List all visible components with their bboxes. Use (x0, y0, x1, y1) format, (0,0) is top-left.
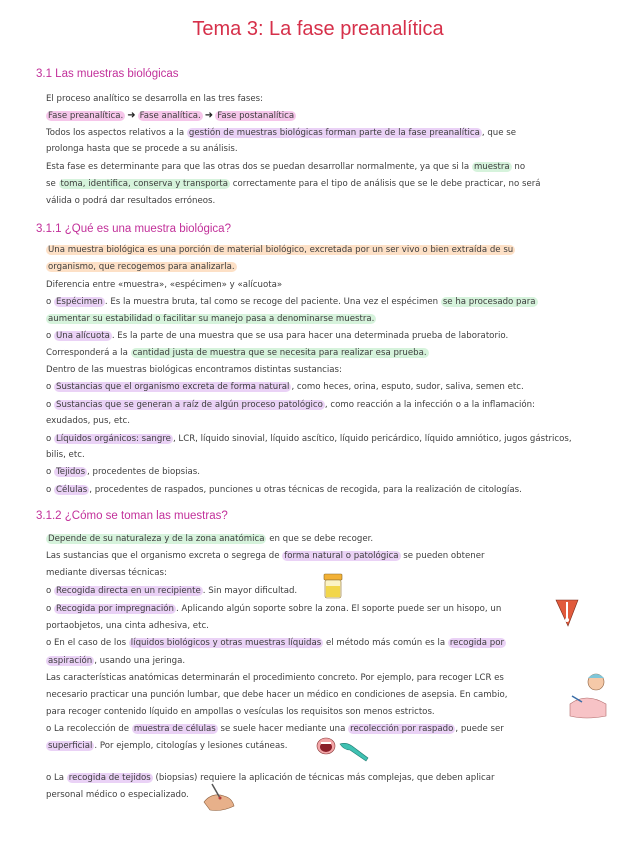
paragraph-line (46, 550, 606, 562)
text-span: . Es la muestra bruta, tal como se recoge del paciente. Una vez el espécimen (104, 297, 441, 307)
text-span: . Aplicando algún soporte sobre la zona. El soporte puede ser un hisopo, un (175, 604, 502, 614)
text-span: o La (46, 773, 67, 783)
paragraph-line: para recoger contenido líquido en ampollas o vesículas los requisitos son menos estrictos. (46, 707, 435, 717)
highlight: se ha procesado para (442, 297, 536, 307)
text-span: se suele hacer mediante una (217, 724, 349, 734)
paragraph-line (46, 313, 606, 325)
paragraph-line: exudados, pus, etc. (46, 416, 130, 426)
text-span: no (511, 162, 526, 172)
highlight: superficial (48, 741, 93, 751)
text-span: el método más común es la (323, 638, 448, 648)
paragraph-line: Las características anatómicas determinarán el procedimiento concreto. Por ejemplo, para recoger LCR es (46, 673, 504, 683)
text-span: se (46, 179, 59, 189)
highlight: recogida de tejidos (68, 773, 151, 783)
paragraph-line: mediante diversas técnicas: (46, 568, 167, 578)
bullet: o (46, 434, 54, 444)
list-item (46, 399, 606, 411)
mouth-icon (316, 736, 336, 756)
paragraph-line (46, 261, 606, 273)
tissue-biopsy-icon (202, 782, 236, 812)
text-span: en que se debe recoger. (266, 534, 374, 544)
list-item (46, 484, 606, 496)
text-span: Todos los aspectos relativos a la (46, 128, 187, 138)
list-item (46, 772, 606, 784)
paragraph-line: personal médico o especializado. (46, 790, 189, 800)
bullet: o (46, 400, 54, 410)
list-item (46, 433, 606, 445)
text-span: , puede ser (455, 724, 504, 734)
list-item (46, 637, 606, 649)
text-span: , usando una jeringa. (94, 656, 186, 666)
paragraph-line: válida o podrá dar resultados erróneos. (46, 196, 216, 206)
paragraph-line: Dentro de las muestras biológicas encontramos distintas sustancias: (46, 365, 342, 375)
paragraph-line (46, 161, 606, 173)
highlight: recogida por (449, 638, 504, 648)
text-span: . Por ejemplo, citologías y lesiones cutáneas. (94, 741, 288, 751)
highlight: Una muestra biológica es una porción de material biológico, excretada por un ser vivo o bien extraída de su (48, 245, 514, 255)
text-span: o En el caso de los (46, 638, 129, 648)
text-span: o La recolección de (46, 724, 132, 734)
text-span: Las sustancias que el organismo excreta o segrega de (46, 551, 283, 561)
bullet: o (46, 331, 54, 341)
highlight: Depende de su naturaleza y de la zona anatómica (48, 534, 265, 544)
text-span: Esta fase es determinante para que las otras dos se puedan desarrollar normalmente, ya que si la (46, 162, 472, 172)
list-item (46, 381, 606, 393)
text-span: (biopsias) requiere la aplicación de técnicas más complejas, que deben aplicar (152, 773, 495, 783)
phase-preanalytic: Fase preanalítica. (48, 111, 124, 121)
paragraph-line (46, 178, 606, 190)
text-span: , procedentes de raspados, punciones u otras técnicas de recogida, para la realización de citologías. (89, 485, 522, 495)
bullet: o (46, 604, 54, 614)
highlight: gestión de muestras biológicas forman parte de la fase preanalítica (188, 128, 480, 138)
highlight: aspiración (48, 656, 93, 666)
page-title: Tema 3: La fase preanalítica (192, 18, 444, 40)
highlight: cantidad justa de muestra que se necesita para realizar esa prueba. (132, 348, 427, 358)
list-item (46, 466, 606, 478)
phase-postanalytic: Fase postanalítica (217, 111, 295, 121)
paragraph-line (46, 655, 606, 667)
text-span: , que se (481, 128, 517, 138)
bullet: o (46, 297, 54, 307)
text-span: , como heces, orina, esputo, sudor, saliva, semen etc. (291, 382, 524, 392)
list-item (46, 723, 606, 735)
specimen-cup-icon (322, 572, 344, 600)
highlight: organismo, que recogemos para analizarla. (48, 262, 235, 272)
bullet: o (46, 485, 54, 495)
section-heading-3-1-2: 3.1.2 ¿Cómo se toman las muestras? (36, 510, 228, 522)
paragraph-line (46, 127, 606, 139)
lumbar-puncture-icon (566, 670, 610, 720)
text-span: se pueden obtener (400, 551, 485, 561)
highlight: muestra de células (133, 724, 216, 734)
text-span: Corresponderá a la (46, 348, 131, 358)
text-span: correctamente para el tipo de análisis que se le debe practicar, no será (230, 179, 541, 189)
text-span: . Sin mayor dificultad. (202, 586, 298, 596)
highlight: Líquidos orgánicos: sangre (56, 434, 171, 444)
paragraph-line (46, 244, 606, 256)
highlight: Recogida por impregnación (56, 604, 174, 614)
phases-flow (46, 110, 606, 122)
highlight: Recogida directa en un recipiente (56, 586, 201, 596)
paragraph-line: necesario practicar una punción lumbar, que debe hacer un médico en condiciones de asepsia. En cambio, (46, 690, 508, 700)
bullet: o (46, 467, 54, 477)
highlight: líquidos biológicos y otras muestras líquidas (130, 638, 322, 648)
phase-analytic: Fase analítica. (139, 111, 201, 121)
highlight: Tejidos (56, 467, 86, 477)
list-item (46, 296, 606, 308)
text-span: , LCR, líquido sinovial, líquido ascítico, líquido pericárdico, líquido amniótico, jugos gástricos, (172, 434, 572, 444)
spatula-icon (338, 740, 370, 762)
highlight: aumentar su estabilidad o facilitar su manejo pasa a denominarse muestra. (48, 314, 375, 324)
bullet: o (46, 586, 54, 596)
highlight: recolección por raspado (350, 724, 454, 734)
list-item (46, 603, 606, 615)
text-span: . Es la parte de una muestra que se usa para hacer una determinada prueba de laboratorio. (111, 331, 509, 341)
paragraph-line: El proceso analítico se desarrolla en las tres fases: (46, 94, 264, 104)
list-item (46, 330, 606, 342)
highlight: muestra (473, 162, 510, 172)
highlight: toma, identifica, conserva y transporta (60, 179, 229, 189)
paragraph-line: prolonga hasta que se procede a su análisis. (46, 144, 238, 154)
paragraph-line: portaobjetos, una cinta adhesiva, etc. (46, 621, 209, 631)
paragraph-line: Diferencia entre «muestra», «espécimen» y «alícuota» (46, 280, 283, 290)
highlight: Espécimen (56, 297, 103, 307)
highlight: Una alícuota (56, 331, 110, 341)
text-span: , como reacción a la infección o a la inflamación: (324, 400, 535, 410)
arrow-right-icon: ➜ (204, 110, 214, 121)
highlight: Células (56, 485, 88, 495)
bullet: o (46, 382, 54, 392)
highlight: Sustancias que el organismo excreta de forma natural (56, 382, 290, 392)
swab-icon (552, 596, 582, 628)
highlight: forma natural o patológica (284, 551, 399, 561)
paragraph-line (46, 533, 606, 545)
paragraph-line: bilis, etc. (46, 450, 85, 460)
arrow-right-icon: ➜ (127, 110, 136, 121)
text-span: , procedentes de biopsias. (87, 467, 201, 477)
section-heading-3-1: 3.1 Las muestras biológicas (36, 68, 179, 80)
section-heading-3-1-1: 3.1.1 ¿Qué es una muestra biológica? (36, 223, 231, 235)
highlight: Sustancias que se generan a raíz de algún proceso patológico (56, 400, 323, 410)
paragraph-line (46, 347, 606, 359)
